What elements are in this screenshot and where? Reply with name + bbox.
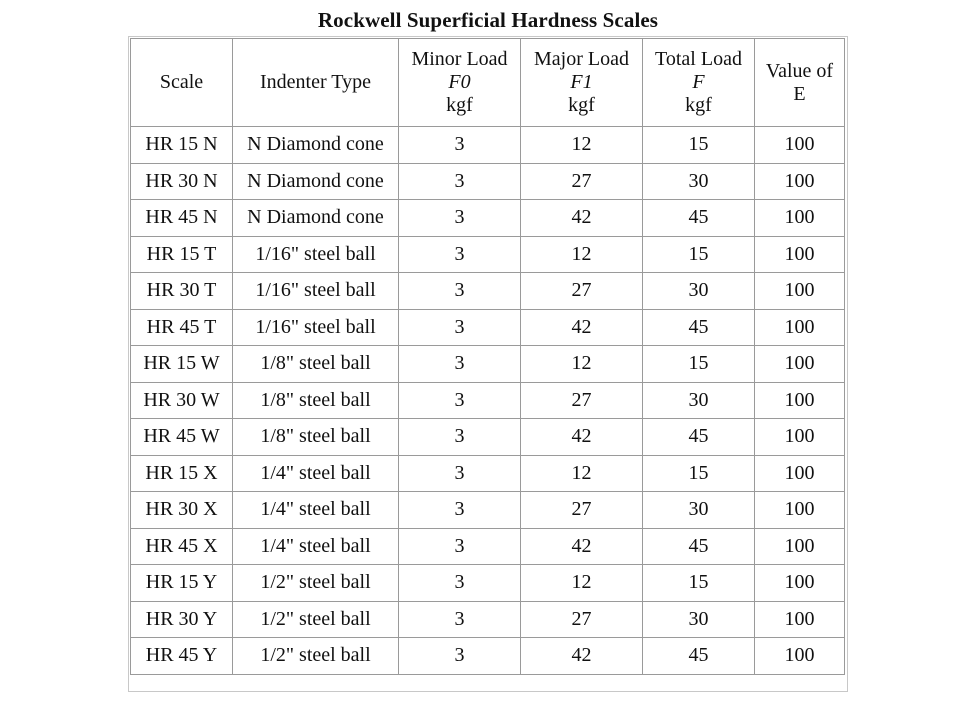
cell-value-of-e: 100 bbox=[755, 565, 845, 602]
cell-total-load: 30 bbox=[643, 601, 755, 638]
cell-indenter: 1/16" steel ball bbox=[233, 236, 399, 273]
header-scale: Scale bbox=[131, 39, 233, 127]
header-major-load-label: Major Load bbox=[534, 48, 629, 70]
header-total-load-symbol: F bbox=[692, 71, 705, 93]
header-total-load-label: Total Load bbox=[655, 48, 742, 70]
header-value-of-e-symbol: E bbox=[793, 82, 806, 105]
table-row bbox=[131, 273, 845, 310]
cell-minor-load: 3 bbox=[399, 492, 521, 529]
cell-indenter: 1/8" steel ball bbox=[233, 419, 399, 456]
header-major-load-unit: kgf bbox=[568, 94, 595, 116]
cell-indenter: 1/4" steel ball bbox=[233, 528, 399, 565]
cell-total-load: 15 bbox=[643, 455, 755, 492]
cell-major-load: 42 bbox=[521, 638, 643, 675]
header-minor-load-label: Minor Load bbox=[411, 48, 508, 70]
cell-indenter: 1/2" steel ball bbox=[233, 638, 399, 675]
cell-minor-load: 3 bbox=[399, 565, 521, 602]
cell-minor-load: 3 bbox=[399, 163, 521, 200]
cell-value-of-e: 100 bbox=[755, 127, 845, 164]
header-value-of-e-label: Value of bbox=[765, 59, 834, 82]
cell-value-of-e: 100 bbox=[755, 309, 845, 346]
cell-major-load: 12 bbox=[521, 346, 643, 383]
cell-scale: HR 45 N bbox=[131, 200, 233, 237]
table-row bbox=[131, 601, 845, 638]
cell-total-load: 45 bbox=[643, 309, 755, 346]
cell-major-load: 27 bbox=[521, 492, 643, 529]
cell-scale: HR 15 N bbox=[131, 127, 233, 164]
cell-indenter: 1/4" steel ball bbox=[233, 455, 399, 492]
header-indenter-type: Indenter Type bbox=[233, 39, 399, 127]
cell-value-of-e: 100 bbox=[755, 492, 845, 529]
hardness-scales-table bbox=[130, 38, 845, 675]
cell-scale: HR 45 Y bbox=[131, 638, 233, 675]
cell-total-load: 45 bbox=[643, 528, 755, 565]
header-total-load-unit: kgf bbox=[685, 94, 712, 116]
cell-indenter: 1/4" steel ball bbox=[233, 492, 399, 529]
cell-total-load: 45 bbox=[643, 638, 755, 675]
cell-minor-load: 3 bbox=[399, 528, 521, 565]
cell-minor-load: 3 bbox=[399, 236, 521, 273]
table-row bbox=[131, 309, 845, 346]
cell-minor-load: 3 bbox=[399, 601, 521, 638]
cell-indenter: 1/8" steel ball bbox=[233, 346, 399, 383]
cell-scale: HR 30 T bbox=[131, 273, 233, 310]
cell-major-load: 42 bbox=[521, 419, 643, 456]
cell-value-of-e: 100 bbox=[755, 455, 845, 492]
cell-scale: HR 15 W bbox=[131, 346, 233, 383]
cell-value-of-e: 100 bbox=[755, 273, 845, 310]
table-row bbox=[131, 236, 845, 273]
table-row bbox=[131, 492, 845, 529]
cell-scale: HR 45 W bbox=[131, 419, 233, 456]
cell-total-load: 30 bbox=[643, 163, 755, 200]
cell-major-load: 42 bbox=[521, 309, 643, 346]
cell-minor-load: 3 bbox=[399, 127, 521, 164]
cell-indenter: 1/2" steel ball bbox=[233, 565, 399, 602]
cell-scale: HR 15 T bbox=[131, 236, 233, 273]
table-row bbox=[131, 455, 845, 492]
cell-minor-load: 3 bbox=[399, 309, 521, 346]
cell-indenter: 1/2" steel ball bbox=[233, 601, 399, 638]
cell-major-load: 12 bbox=[521, 455, 643, 492]
cell-major-load: 12 bbox=[521, 236, 643, 273]
cell-total-load: 15 bbox=[643, 346, 755, 383]
table-row bbox=[131, 638, 845, 675]
cell-major-load: 27 bbox=[521, 273, 643, 310]
cell-minor-load: 3 bbox=[399, 346, 521, 383]
cell-minor-load: 3 bbox=[399, 200, 521, 237]
cell-value-of-e: 100 bbox=[755, 528, 845, 565]
cell-indenter: N Diamond cone bbox=[233, 163, 399, 200]
cell-scale: HR 30 X bbox=[131, 492, 233, 529]
table-row bbox=[131, 419, 845, 456]
header-major-load bbox=[521, 39, 643, 127]
table-title: Rockwell Superficial Hardness Scales bbox=[317, 8, 659, 32]
cell-indenter: 1/16" steel ball bbox=[233, 273, 399, 310]
cell-value-of-e: 100 bbox=[755, 163, 845, 200]
cell-minor-load: 3 bbox=[399, 273, 521, 310]
cell-scale: HR 30 N bbox=[131, 163, 233, 200]
cell-scale: HR 30 W bbox=[131, 382, 233, 419]
cell-value-of-e: 100 bbox=[755, 419, 845, 456]
header-minor-load-unit: kgf bbox=[446, 94, 473, 116]
cell-scale: HR 45 T bbox=[131, 309, 233, 346]
cell-value-of-e: 100 bbox=[755, 601, 845, 638]
cell-indenter: N Diamond cone bbox=[233, 127, 399, 164]
cell-major-load: 27 bbox=[521, 601, 643, 638]
cell-total-load: 30 bbox=[643, 492, 755, 529]
hardness-table-container bbox=[130, 38, 844, 675]
cell-value-of-e: 100 bbox=[755, 200, 845, 237]
cell-minor-load: 3 bbox=[399, 638, 521, 675]
cell-total-load: 45 bbox=[643, 200, 755, 237]
header-total-load bbox=[643, 39, 755, 127]
cell-total-load: 15 bbox=[643, 565, 755, 602]
cell-total-load: 30 bbox=[643, 273, 755, 310]
table-row bbox=[131, 163, 845, 200]
table-body bbox=[131, 127, 845, 675]
cell-major-load: 12 bbox=[521, 127, 643, 164]
cell-total-load: 15 bbox=[643, 127, 755, 164]
cell-major-load: 42 bbox=[521, 528, 643, 565]
cell-value-of-e: 100 bbox=[755, 346, 845, 383]
cell-scale: HR 15 X bbox=[131, 455, 233, 492]
table-row bbox=[131, 127, 845, 164]
cell-scale: HR 15 Y bbox=[131, 565, 233, 602]
cell-major-load: 27 bbox=[521, 163, 643, 200]
header-major-load-symbol: F1 bbox=[570, 71, 593, 93]
cell-value-of-e: 100 bbox=[755, 382, 845, 419]
cell-major-load: 42 bbox=[521, 200, 643, 237]
cell-value-of-e: 100 bbox=[755, 638, 845, 675]
cell-scale: HR 45 X bbox=[131, 528, 233, 565]
cell-total-load: 30 bbox=[643, 382, 755, 419]
table-row bbox=[131, 382, 845, 419]
cell-indenter: N Diamond cone bbox=[233, 200, 399, 237]
cell-value-of-e: 100 bbox=[755, 236, 845, 273]
header-minor-load-symbol: F0 bbox=[448, 71, 471, 93]
cell-total-load: 15 bbox=[643, 236, 755, 273]
cell-indenter: 1/8" steel ball bbox=[233, 382, 399, 419]
cell-indenter: 1/16" steel ball bbox=[233, 309, 399, 346]
cell-minor-load: 3 bbox=[399, 382, 521, 419]
table-row bbox=[131, 200, 845, 237]
cell-scale: HR 30 Y bbox=[131, 601, 233, 638]
table-row bbox=[131, 565, 845, 602]
header-value-of-e bbox=[755, 39, 845, 127]
header-minor-load bbox=[399, 39, 521, 127]
table-row bbox=[131, 528, 845, 565]
cell-major-load: 27 bbox=[521, 382, 643, 419]
table-row bbox=[131, 346, 845, 383]
cell-major-load: 12 bbox=[521, 565, 643, 602]
cell-total-load: 45 bbox=[643, 419, 755, 456]
table-header-row bbox=[131, 39, 845, 127]
cell-minor-load: 3 bbox=[399, 455, 521, 492]
cell-minor-load: 3 bbox=[399, 419, 521, 456]
